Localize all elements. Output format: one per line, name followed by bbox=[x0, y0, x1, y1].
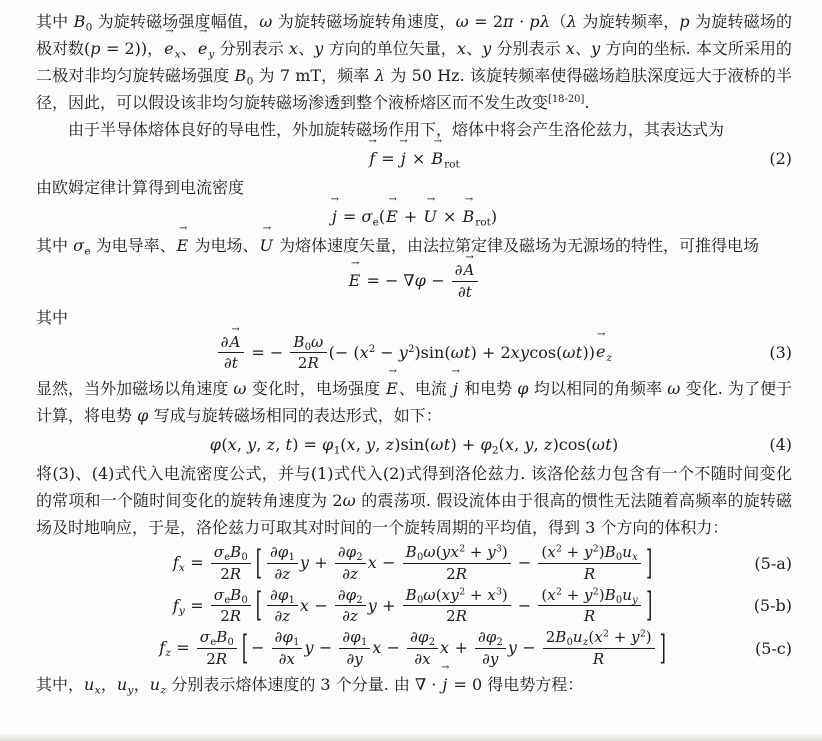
scan-edge-band bbox=[0, 734, 822, 741]
equation-current-density bbox=[36, 203, 792, 230]
paragraph-field-parameters: 其中 $B_0$ 为旋转磁场强度幅值，ω 为旋转磁场旋转角速度，ω = 2π · pλ（λ 为旋转频率，p 为旋转磁场的极对数(p = 2))，$e \to_x$、$e \to_y$ 分别表示 x、y 方向的单位矢量，x、y 分别表示 x、y 方向的坐标. 本文所采用的二极对非均匀旋转磁场强度 $B_0$ 为 7 mT，频率 λ 为 50 Hz. 该旋转频率使得磁场趋肤深度远大于液桥的半径，因此，可以假设该非均匀旋转磁场渗透到整个液桥熔区而不发生改变[18-20]. bbox=[36, 8, 792, 116]
equation-body-force-z-body: $f_z$ = $\frac{\sigma_eB_0}{2R}$ [ − $\frac{\partial\varphi_1}{\partial x}$ y − $\frac{\partial\varphi_1}{\partial y}$ x − $\frac{\partial\varphi_2}{\partial x}$ x + $\frac{\partial\varphi_2}{\partial y}$ y − $\frac{2B_0u_z(x^2 + y^2)}{R}$ ] bbox=[159, 627, 666, 668]
equation-body-force-y-body: $f_y$ = $\frac{\sigma_eB_0}{2R}$ [ $\frac{\partial\varphi_1}{\partial z}$ x − $\frac{\partial\varphi_2}{\partial z}$ y + $\frac{B_0\omega(xy^2 + x^3)}{2R}$ − $\frac{(x^2 + y^2)B_0u_y}{R}$ ] bbox=[172, 584, 653, 626]
equation-lorentz-force-number: (2) bbox=[769, 149, 792, 168]
equation-body-force-x-number: (5-a) bbox=[754, 553, 792, 573]
equation-lorentz-force-body: f → = j → × $B \to_{rot}$ bbox=[92, 145, 736, 172]
equation-potential-form-number: (4) bbox=[769, 435, 792, 454]
equation-current-density-body: j → = $\sigma_e(E$ → + U → × $B \to_{rot}$) bbox=[92, 203, 736, 230]
paragraph-frequency-discussion: 显然，当外加磁场以角速度 ω 变化时，电场强度 E →、电流 j → 和电势 φ 均以相同的角频率 ω 变化. 为了便于计算，将电势 φ 写成与旋转磁场相同的表达形式，如下： bbox=[36, 375, 792, 429]
equation-body-force-y bbox=[36, 586, 792, 627]
equation-electric-field-body: E → = − ∇φ − $\frac{\partial A \to}{\partial t}$ bbox=[92, 261, 736, 302]
equation-vector-potential-body: $\frac{\partial A \to}{\partial t}$ = − $\frac{B_0\omega}{2R}$ (− $(x^2 - y^2)\sin(\omega t) + 2xycos(\omega t))e \to_z$ bbox=[92, 333, 736, 374]
equation-body-force-x-body: $f_x$ = $\frac{\sigma_eB_0}{2R}$ [ $\frac{\partial\varphi_1}{\partial z}$ y + $\frac{\partial\varphi_2}{\partial z}$ x − $\frac{B_0\omega(yx^2 + y^3)}{2R}$ − $\frac{(x^2 + y^2)B_0u_x}{R}$ ] bbox=[172, 542, 653, 583]
paragraph-ohms-law: 由欧姆定律计算得到电流密度 bbox=[36, 178, 245, 197]
paragraph-velocity-components: 其中，$u_x$，$u_y$，$u_z$ 分别表示熔体速度的 3 个分量. 由 ∇ · j → = 0 得电势方程： bbox=[36, 671, 792, 698]
paragraph-where: 其中 bbox=[36, 307, 69, 327]
equation-vector-potential-number: (3) bbox=[769, 343, 792, 363]
equation-body-force-x bbox=[36, 543, 792, 584]
equation-vector-potential bbox=[36, 333, 792, 374]
equation-lorentz-force bbox=[36, 145, 792, 172]
equation-potential-form-body: φ(x, y, z, $t) = \varphi_1(x$, y, $z)\sin(\omega t) + \varphi_2(x$, y, z)cos(ωt) bbox=[209, 435, 619, 457]
equation-electric-field bbox=[36, 261, 792, 302]
paragraph-conductivity-efield: 其中 $\sigma_e$ 为电导率、E → 为电场、U → 为熔体速度矢量，由法拉第定律及磁场为无源场的特性，可推得电场 bbox=[36, 232, 792, 259]
paragraph-lorentz-average: 将(3)、(4)式代入电流密度公式，并与(1)式代入(2)式得到洛伦兹力. 该洛伦兹力包含有一个不随时间变化的常项和一个随时间变化的旋转角速度为 2ω 的震荡项. 假设流体由于很高的惯性无法随着高频率的旋转磁场及时地响应，于是，洛伦兹力可取其对时间的一个旋转周期的平均值，得到 3 个方向的体积力： bbox=[36, 464, 792, 537]
equation-body-force-z-number: (5-c) bbox=[754, 638, 792, 658]
equation-body-force-y-number: (5-b) bbox=[753, 596, 792, 616]
equation-potential-form bbox=[36, 431, 792, 458]
paragraph-lorentz-force-intro: 由于半导体熔体良好的导电性，外加旋转磁场作用下，熔体中将会产生洛伦兹力，其表达式为 bbox=[68, 120, 725, 139]
equation-body-force-z bbox=[36, 628, 792, 669]
